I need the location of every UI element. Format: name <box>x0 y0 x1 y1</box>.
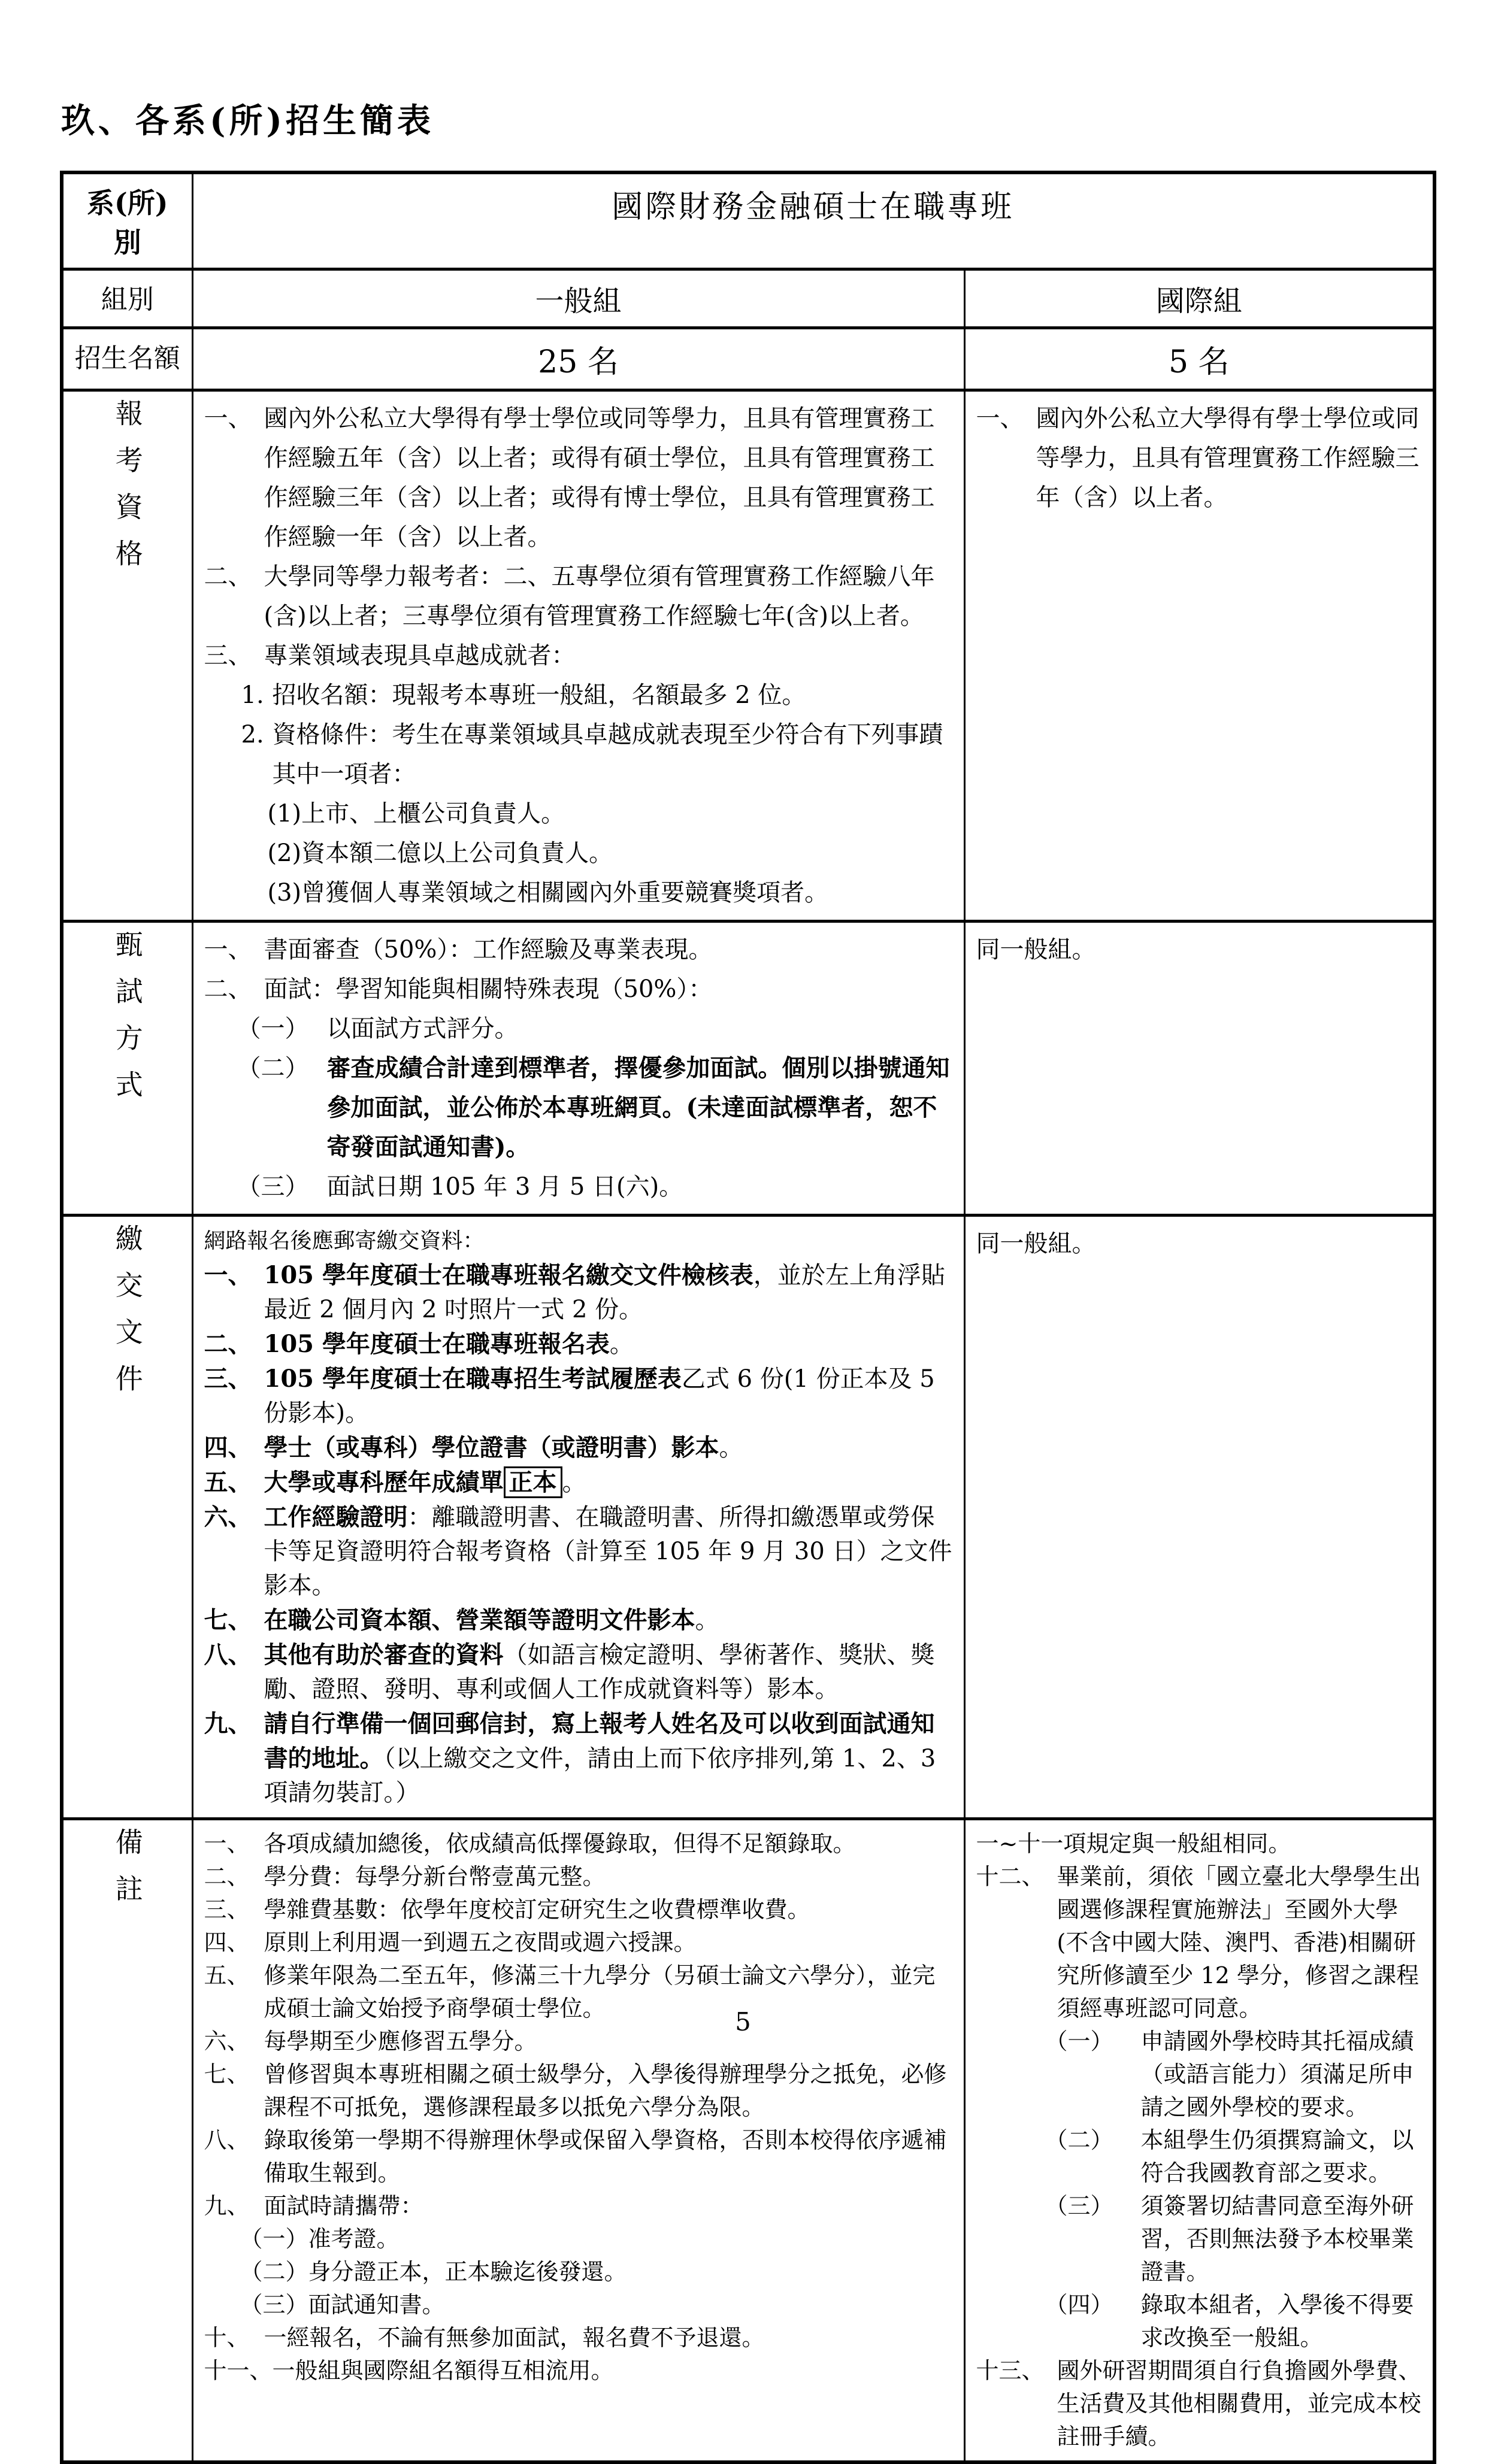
page-title: 玖、各系(所)招生簡表 <box>61 101 434 141</box>
remarks-row-label-text: 備註 <box>111 1827 144 1921</box>
same-as-general-note: 一~十一項規定與一般組相同。 <box>976 1830 1291 1857</box>
list-item: 九、 面試時請攜帶： <box>204 2193 423 2219</box>
list-subitem: （二） 本組學生仍須撰寫論文，以符合我國教育部之要求。 <box>1045 2127 1414 2186</box>
row-department <box>62 172 1434 269</box>
list-subitem: （二） 身分證正本，正本驗迄後發還。 <box>240 2259 627 2285</box>
department-value: 國際財務金融碩士在職專班 <box>192 172 1434 269</box>
row-documents <box>62 1216 1434 1819</box>
list-item: 五、 修業年限為二至五年，修滿三十九學分（另碩士論文六學分），並完成碩士論文始授予商學碩士學位。 <box>204 1962 936 2021</box>
list-item: 二、 面試：學習知能與相關特殊表現（50%）： <box>204 975 713 1003</box>
same-as-general-note: 同一般組。 <box>976 1230 1096 1257</box>
list-item: 十三、 國外研習期間須自行負擔國外學費、生活費及其他相關費用，並完成本校註冊手續。 <box>976 2357 1421 2450</box>
screening-row-label-text: 甄試方式 <box>111 930 144 1117</box>
list-item: 十、 一經報名，不論有無參加面試，報名費不予退還。 <box>204 2324 765 2351</box>
screening-general-cell <box>192 922 964 1216</box>
list-item: 二、 大學同等學力報考者：二、五專學位須有管理實務工作經驗八年(含)以上者；三專學位須有管理實務工作經驗七年(含)以上者。 <box>204 563 935 630</box>
department-label: 系(所)別 <box>62 172 192 269</box>
list-item: 十一、 一般組與國際組名額得互相流用。 <box>204 2357 614 2384</box>
list-subitem: (2)資本額二億以上公司負責人。 <box>267 839 613 867</box>
list-item: 二、 105 學年度碩士在職專班報名表。 <box>204 1330 634 1358</box>
list-subitem: 1. 招收名額：現報考本專班一般組，名額最多 2 位。 <box>241 681 806 709</box>
list-item: 八、 錄取後第一學期不得辦理休學或保留入學資格，否則本校得依序遞補備取生報到。 <box>204 2127 947 2186</box>
list-item: 一、 105 學年度碩士在職專班報名繳交文件檢核表，並於左上角浮貼最近 2 個月內 2 吋照片一式 2 份。 <box>204 1261 945 1323</box>
screening-row-label <box>62 922 192 1216</box>
documents-intro: 網路報名後應郵寄繳交資料： <box>204 1229 485 1253</box>
list-item: 十二、 畢業前，須依「國立臺北大學學生出國選修課程實施辦法」至國外大學(不含中國大陸、澳門、香港)相關研究所修讀至少 12 學分，修習之課程須經專班認可同意。 <box>976 1863 1421 2021</box>
eligibility-international-cell <box>964 390 1434 922</box>
remarks-international-cell <box>964 1819 1434 2463</box>
row-remarks <box>62 1819 1434 2463</box>
eligibility-row-label-text: 報考資格 <box>111 399 144 586</box>
list-item: 一、 各項成績加總後，依成績高低擇優錄取，但得不足額錄取。 <box>204 1830 856 1857</box>
list-subitem: (1)上市、上櫃公司負責人。 <box>267 800 565 828</box>
list-item: 四、 原則上利用週一到週五之夜間或週六授課。 <box>204 1929 697 1956</box>
list-item: 七、 曾修習與本專班相關之碩士級學分，入學後得辦理學分之抵免，必修課程不可抵免，選修課程最多以抵免六學分為限。 <box>204 2061 947 2120</box>
remarks-row-label <box>62 1819 192 2463</box>
list-subitem: 2. 資格條件：考生在專業領域具卓越成就表現至少符合有下列事蹟其中一項者： <box>241 721 943 788</box>
list-subitem: (3)曾獲個人專業領域之相關國內外重要競賽獎項者。 <box>267 879 829 907</box>
list-item: 八、 其他有助於審查的資料（如語言檢定證明、學術著作、獎狀、獎勵、證照、發明、專利或個人工作成就資料等）影本。 <box>204 1641 935 1703</box>
documents-international-cell <box>964 1216 1434 1819</box>
admission-table <box>60 171 1436 2464</box>
list-item: 六、 每學期至少應修習五學分。 <box>204 2028 537 2054</box>
list-item: 三、 105 學年度碩士在職專招生考試履歷表乙式 6 份(1 份正本及 5 份影本)。 <box>204 1365 935 1427</box>
row-group <box>62 269 1434 328</box>
boxed-original-copy: 正本 <box>504 1466 562 1498</box>
eligibility-row-label <box>62 390 192 922</box>
list-item: 二、 學分費：每學分新台幣壹萬元整。 <box>204 1863 606 1890</box>
eligibility-general-cell <box>192 390 964 922</box>
group-international: 國際組 <box>964 269 1434 328</box>
list-item: 九、 請自行準備一個回郵信封，寫上報考人姓名及可以收到面試通知書的地址。（以上繳交之文件，請由上而下依序排列,第 1、2、3 項請勿裝訂。） <box>204 1710 936 1807</box>
list-item: 三、 學雜費基數：依學年度校訂定研究生之收費標準收費。 <box>204 1896 810 1923</box>
list-item: 一、 國內外公私立大學得有學士學位或同等學力，且具有管理實務工作經驗三年（含）以上者。 <box>976 405 1420 511</box>
row-quota <box>62 328 1434 390</box>
list-subitem: （一） 申請國外學校時其托福成績（或語言能力）須滿足所申請之國外學校的要求。 <box>1045 2028 1414 2120</box>
quota-label: 招生名額 <box>62 328 192 390</box>
group-general: 一般組 <box>192 269 964 328</box>
group-label: 組別 <box>62 269 192 328</box>
documents-row-label <box>62 1216 192 1819</box>
quota-international: 5 名 <box>964 328 1434 390</box>
same-as-general-note: 同一般組。 <box>976 936 1096 963</box>
list-item: 一、 國內外公私立大學得有學士學位或同等學力，且具有管理實務工作經驗五年（含）以上者；或得有碩士學位，且具有管理實務工作經驗三年（含）以上者；或得有博士學位，且具有管理實務工作經驗一年（含）以上者。 <box>204 405 935 551</box>
list-item: 六、 工作經驗證明：離職證明書、在職證明書、所得扣繳憑單或勞保卡等足資證明符合報考資格（計算至 105 年 9 月 30 日）之文件影本。 <box>204 1503 952 1599</box>
screening-international-cell <box>964 922 1434 1216</box>
list-subitem: （三） 須簽署切結書同意至海外研習，否則無法發予本校畢業證書。 <box>1045 2193 1414 2285</box>
list-subitem: （三） 面試通知書。 <box>240 2292 445 2318</box>
quota-general: 25 名 <box>192 328 964 390</box>
list-subitem: （二） 審查成績合計達到標準者，擇優參加面試。個別以掛號通知參加面試，並公佈於本專班網頁。(未達面試標準者，恕不寄發面試通知書)。 <box>237 1054 950 1161</box>
list-subitem: （一） 以面試方式評分。 <box>237 1015 519 1042</box>
list-subitem: （四） 錄取本組者，入學後不得要求改換至一般組。 <box>1045 2292 1414 2351</box>
list-item: 四、 學士（或專科）學位證書（或證明書）影本。 <box>204 1433 743 1462</box>
list-item: 五、 大學或專科歷年成績單 正本 。 <box>204 1465 953 1500</box>
remarks-general-cell <box>192 1819 964 2463</box>
list-subitem: （一） 准考證。 <box>240 2226 400 2252</box>
list-item: 七、 在職公司資本額、營業額等證明文件影本。 <box>204 1606 719 1634</box>
documents-general-cell <box>192 1216 964 1819</box>
documents-row-label-text: 繳交文件 <box>111 1224 144 1411</box>
list-item: 一、 書面審查（50%）：工作經驗及專業表現。 <box>204 936 713 963</box>
list-item: 三、 專業領域表現具卓越成就者： <box>204 642 576 669</box>
row-eligibility <box>62 390 1434 922</box>
page-number: 5 <box>735 2007 751 2036</box>
row-screening <box>62 922 1434 1216</box>
list-subitem: （三） 面試日期 105 年 3 月 5 日(六)。 <box>237 1173 683 1201</box>
